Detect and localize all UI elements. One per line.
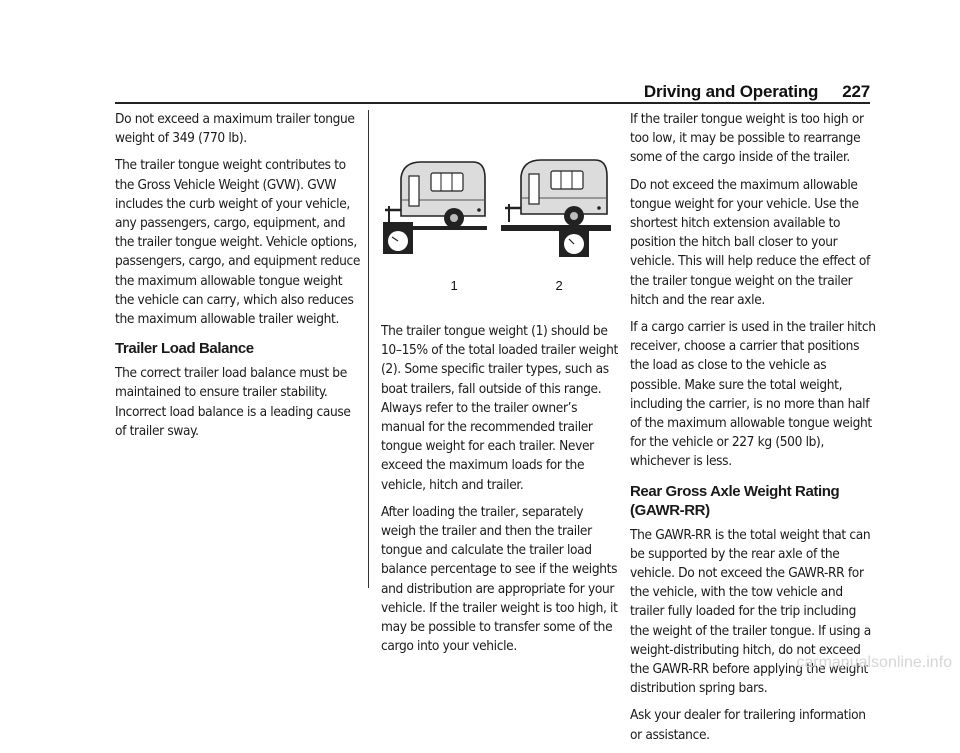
trailer-scales-svg xyxy=(381,118,619,308)
paragraph-hitch-extension: Do not exceed the maximum allowable tongue weight for your vehicle. Use the shortest hitch extension available to position the hitch ball closer to your vehicle. This will help reduce the effect of the trailer tongue weight on the trailer hitch and the rear axle. xyxy=(630,176,870,308)
heading-gawr-rr: Rear Gross Axle Weight Rating (GAWR-RR) xyxy=(630,482,840,519)
trailer-2-drawing xyxy=(501,160,611,257)
column-divider xyxy=(368,110,369,588)
paragraph-ask-dealer: Ask your dealer for trailering information or assistance. xyxy=(630,707,866,743)
paragraph-cargo-carrier: If a cargo carrier is used in the trailer hitch receiver, choose a carrier that positions the load as close to the vehicle as possible. Make sure the total weight, including the carrier, is no more than half of the maximum allowable tongue weight for the vehicle or 227 kg (500 lb), whichever is less. xyxy=(630,319,876,470)
paragraph-load-balance: The correct trailer load balance must be maintained to ensure trailer stability. Incorrect load balance is a leading cause of trailer sway. xyxy=(115,365,351,439)
paragraph-gawr-rr: The GAWR-RR is the total weight that can be supported by the rear axle of the vehicle. Do not exceed the GAWR-RR for the vehicle, with the tow vehicle and trailer fully loaded for the trip including the weight of the trailer tongue. If using a weight-distributing hitch, do not exceed the GAWR-RR before applying the weight distribution spring bars. xyxy=(630,526,871,697)
paragraph-tongue-weight-percent: The trailer tongue weight (1) should be 10–15% of the total loaded trailer weight (2). Some specific trailer types, such as boat trailers, fall outside of this range. Always refer to the trailer owner’s manual for the recommended trailer tongue weight for each trailer. Never exceed the maximum loads for the vehicle, hitch and trailer. xyxy=(381,323,618,493)
paragraph-max-tongue-weight: Do not exceed a maximum trailer tongue weight of 349 (770 lb). xyxy=(115,111,355,147)
section-title: Driving and Operating xyxy=(643,82,819,101)
figure-label-1: 1 xyxy=(450,278,458,293)
trailer-weight-illustration xyxy=(381,118,619,308)
page-number: 227 xyxy=(842,82,870,101)
trailer-1-drawing xyxy=(383,162,487,254)
figure-label-2: 2 xyxy=(555,278,563,293)
heading-trailer-load-balance: Trailer Load Balance xyxy=(115,340,254,358)
paragraph-weigh-trailer: After loading the trailer, separately weigh the trailer and then the trailer tongue and calculate the trailer load balance percentage to see if the weights and distribution are appropriate for your vehicle. If the trailer weight is too high, it may be possible to transfer some of the cargo into your vehicle. xyxy=(381,503,618,655)
site-watermark: carmanualsonline.info xyxy=(796,654,952,671)
header-rule xyxy=(115,102,870,104)
page-header xyxy=(644,82,870,102)
column-middle xyxy=(381,110,619,664)
paragraph-rearrange-cargo: If the trailer tongue weight is too high or too low, it may be possible to rearrange some of the cargo inside of the trailer. xyxy=(630,111,864,166)
column-left xyxy=(115,110,361,449)
paragraph-gvw: The trailer tongue weight contributes to the Gross Vehicle Weight (GVW). GVW includes the curb weight of your vehicle, any passengers, cargo, equipment, and the trailer tongue weight. Vehicle options, passengers, cargo, and equipment reduce the maximum allowable tongue weight the vehicle can carry, which also reduces the maximum allowable trailer weight. xyxy=(115,157,361,328)
